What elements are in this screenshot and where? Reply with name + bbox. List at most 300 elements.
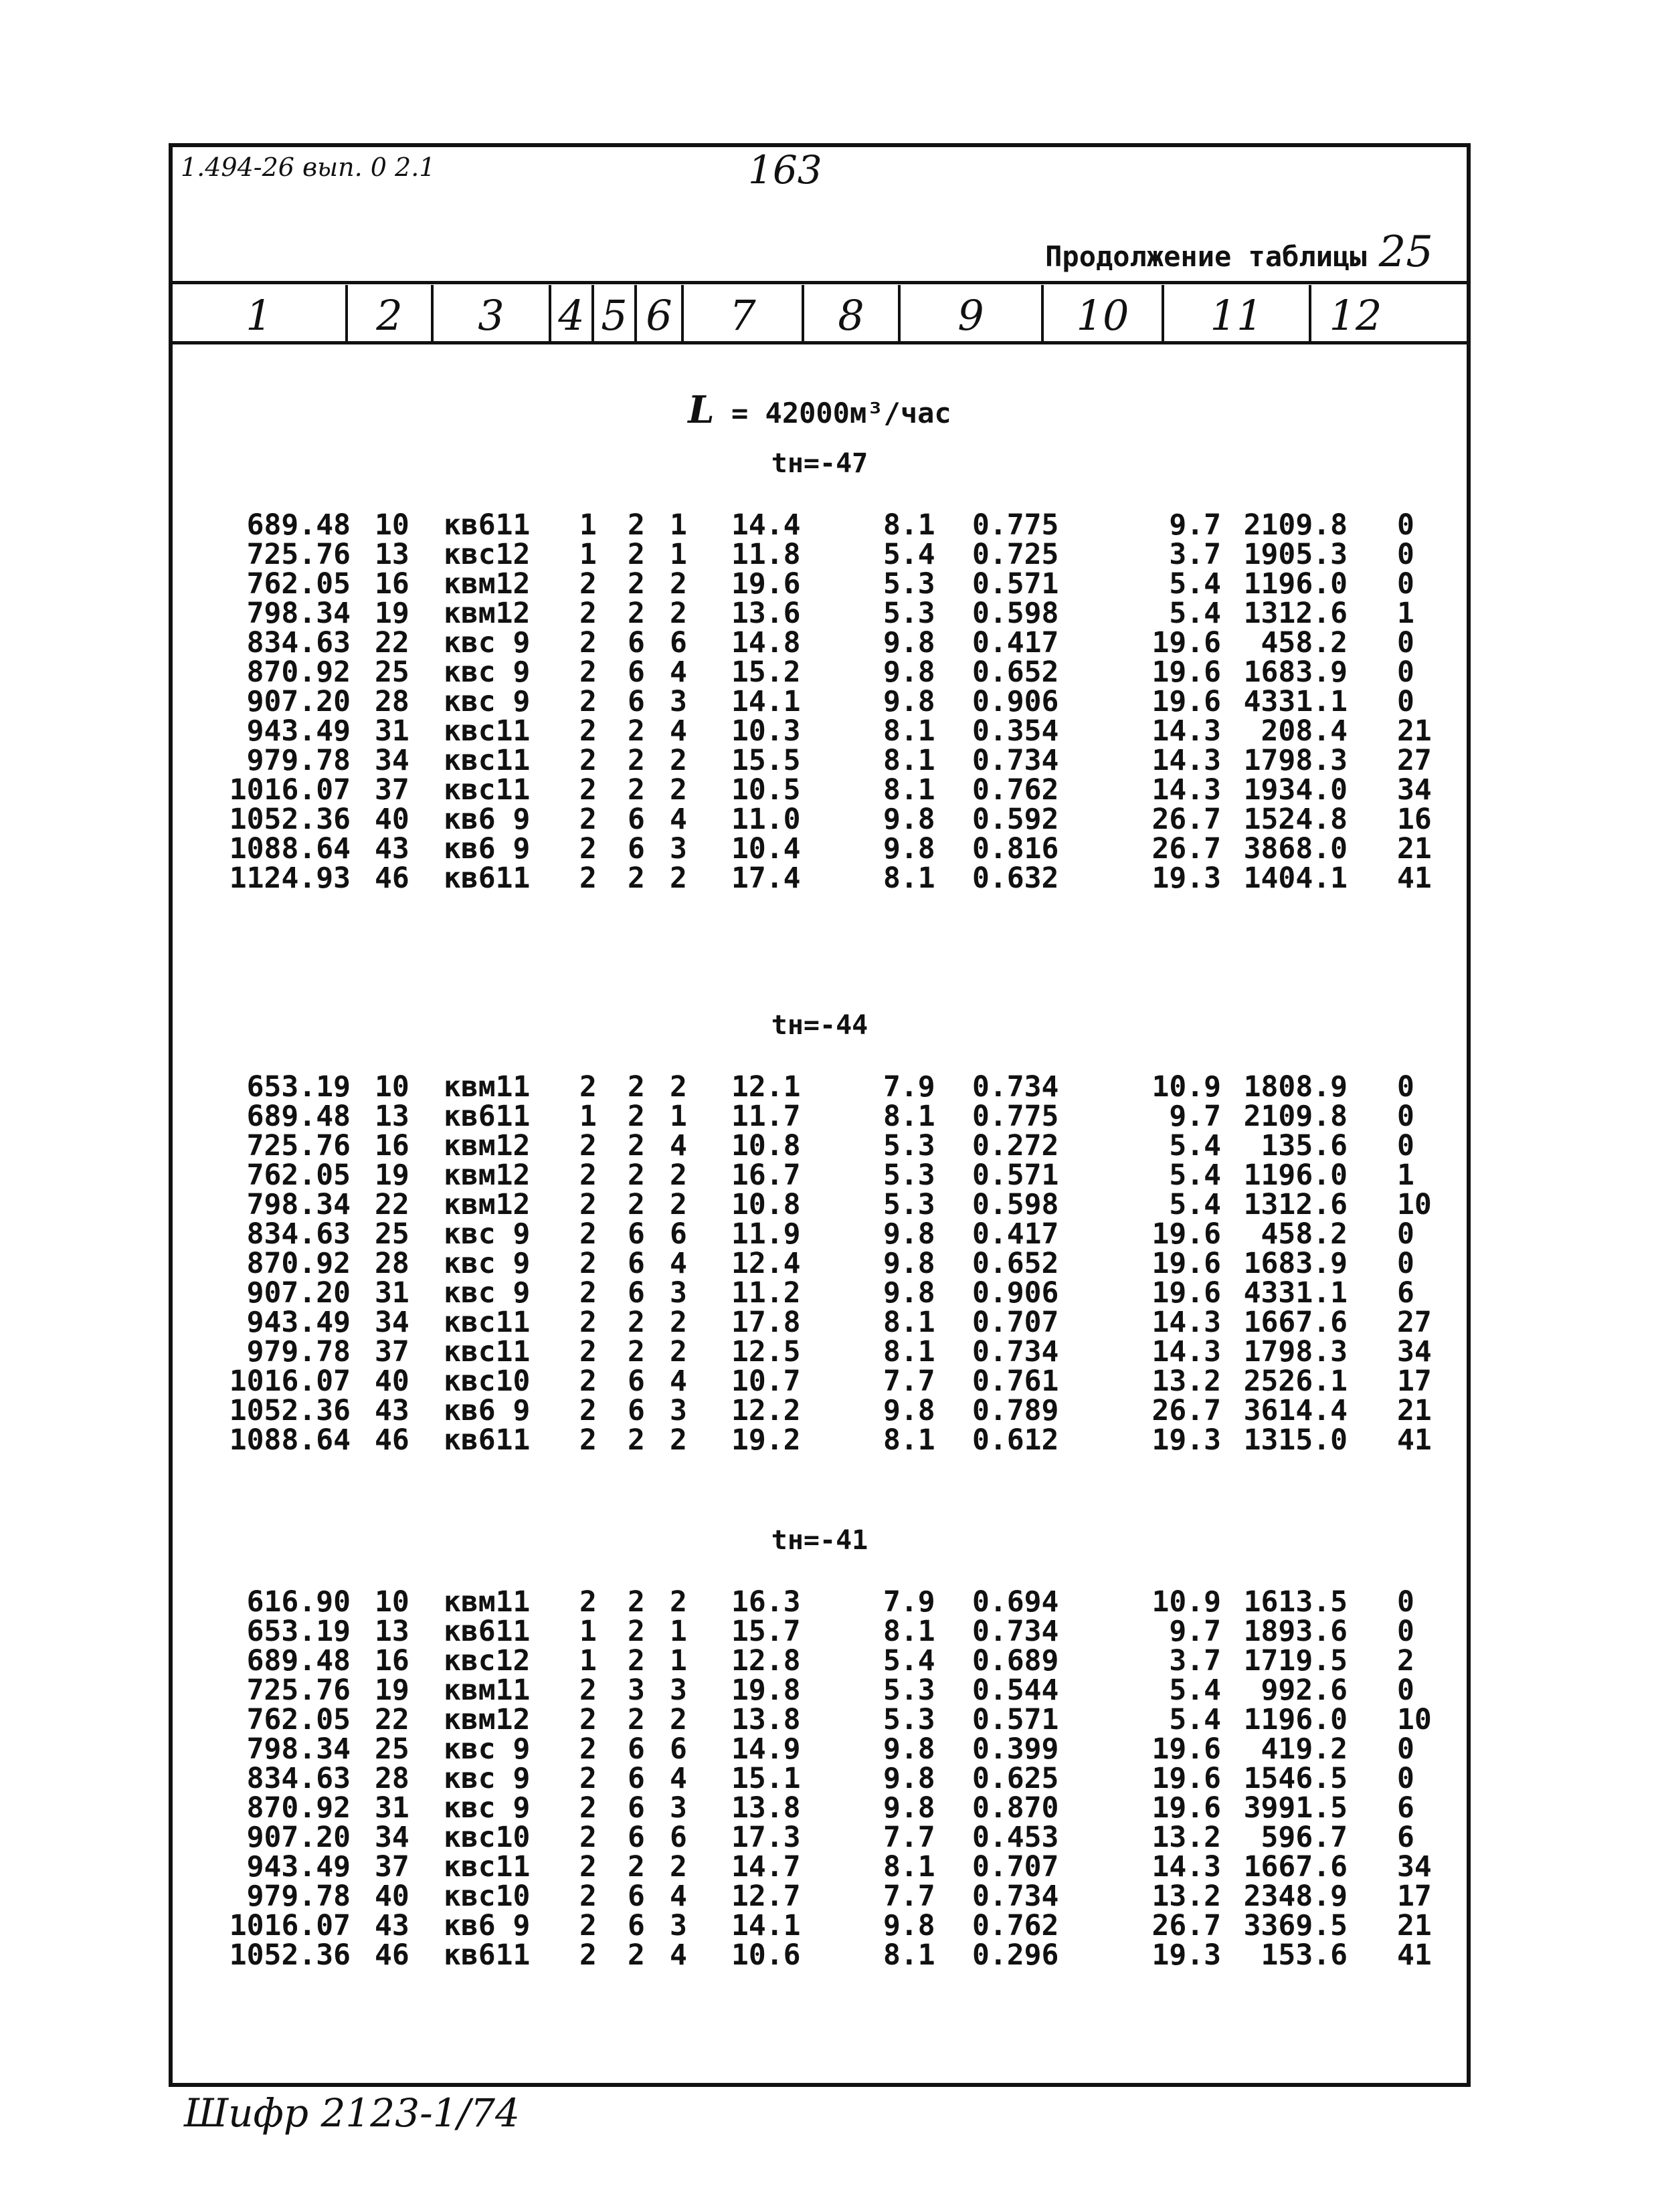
table-cell: 0 [1397,656,1414,689]
table-cell: 14.3 [1151,1335,1221,1369]
table-cell: 419.2 [1261,1732,1348,1766]
table-cell: 8.1 [883,862,935,895]
table-cell: 8.1 [883,773,935,807]
table-cell: 2 [670,1159,687,1192]
table-cell: 14.3 [1151,1306,1221,1339]
table-cell: 26.7 [1151,1394,1221,1427]
table-cell: 34 [1397,1850,1432,1884]
table-cell: 1808.9 [1243,1070,1348,1104]
table-cell: 725.76 [246,1129,351,1163]
table-cell: 907.20 [246,685,351,718]
table-cell: 725.76 [246,538,351,571]
table-cell: 46 [375,862,409,895]
table-cell: 0.789 [972,1394,1059,1427]
continuation-header [1045,227,1433,277]
table-row [173,803,1467,836]
table-cell: 2 [628,1100,645,1133]
table-cell: 870.92 [246,656,351,689]
table-cell: 6 [628,1365,645,1398]
header-rule-top [173,281,1467,284]
table-cell: 2 [579,1129,597,1163]
table-cell: 11.8 [731,538,801,571]
table-cell: 0.625 [972,1762,1059,1795]
table-cell: 19 [375,1159,409,1192]
table-cell: 0 [1397,1070,1414,1104]
table-cell: 5.4 [1169,1703,1221,1736]
table-cell: квм12 [444,1129,531,1163]
table-cell: 992.6 [1261,1674,1348,1707]
table-cell: 2 [579,1306,597,1339]
table-cell: 2 [670,1306,687,1339]
table-cell: 21 [1397,714,1432,748]
table-cell: 4 [670,1762,687,1795]
table-cell: 37 [375,1335,409,1369]
table-cell: 10.6 [731,1938,801,1972]
table-cell: 3 [670,1791,687,1825]
table-cell: 2 [670,1703,687,1736]
table-cell: 2 [670,1188,687,1221]
table-cell: 1798.3 [1243,744,1348,777]
table-cell: 19.6 [731,567,801,601]
table-cell: квм11 [444,1070,531,1104]
table-cell: 1312.6 [1243,1188,1348,1221]
table-cell: 0.775 [972,508,1059,542]
table-cell: квм12 [444,1188,531,1221]
table-cell: 6 [670,1732,687,1766]
table-row [173,1762,1467,1795]
table-cell: 41 [1397,1938,1432,1972]
table-cell: 979.78 [246,1880,351,1913]
table-cell: 11.7 [731,1100,801,1133]
table-cell: 2 [579,1423,597,1457]
table-cell: 12.4 [731,1247,801,1280]
table-cell: 22 [375,626,409,660]
table-cell: 1719.5 [1243,1644,1348,1678]
table-cell: 2 [579,1850,597,1884]
table-cell: 46 [375,1938,409,1972]
table-cell: 834.63 [246,1217,351,1251]
table-cell: 14.4 [731,508,801,542]
table-cell: 6 [628,626,645,660]
table-cell: 0.906 [972,685,1059,718]
table-cell: 0 [1397,1615,1414,1648]
table-cell: 0.775 [972,1100,1059,1133]
table-cell: квс12 [444,538,531,571]
table-cell: квс 9 [444,685,531,718]
table-cell: 8.1 [883,508,935,542]
table-cell: 10.5 [731,773,801,807]
table-cell: 0 [1397,685,1414,718]
table-cell: 5.4 [883,1644,935,1678]
table-cell: 2 [579,1247,597,1280]
table-cell: 28 [375,685,409,718]
table-cell: 870.92 [246,1247,351,1280]
section-title: tн=-44 [771,1010,868,1041]
table-cell: квс11 [444,714,531,748]
table-cell: 10.4 [731,832,801,866]
table-row [173,1703,1467,1736]
table-cell: квс 9 [444,626,531,660]
table-cell: 4 [670,1938,687,1972]
table-cell: 9.8 [883,1762,935,1795]
table-cell: 6 [628,656,645,689]
table-cell: 9.8 [883,832,935,866]
table-cell: кв611 [444,1938,531,1972]
table-cell: 0.707 [972,1850,1059,1884]
table-cell: 11.9 [731,1217,801,1251]
table-cell: 6 [628,1791,645,1825]
table-cell: 2 [579,1217,597,1251]
table-cell: 8.1 [883,1615,935,1648]
table-cell: 2 [628,1615,645,1648]
table-cell: 1 [1397,597,1414,630]
table-cell: 16.7 [731,1159,801,1192]
table-row [173,1100,1467,1133]
table-cell: кв611 [444,508,531,542]
table-cell: 7.9 [883,1070,935,1104]
table-cell: 14.7 [731,1850,801,1884]
table-row [173,1335,1467,1369]
table-cell: 13 [375,1615,409,1648]
table-cell: 3 [670,832,687,866]
table-cell: 3614.4 [1243,1394,1348,1427]
table-cell: 2 [579,773,597,807]
column-header: 12 [1329,291,1382,340]
table-cell: 0.734 [972,1070,1059,1104]
table-cell: 5.4 [883,538,935,571]
table-cell: 1016.07 [229,773,351,807]
table-cell: 6 [628,1909,645,1942]
table-cell: 2 [579,1880,597,1913]
table-cell: 1683.9 [1243,656,1348,689]
table-cell: 2 [628,1850,645,1884]
table-cell: 8.1 [883,1306,935,1339]
table-row [173,1674,1467,1707]
table-cell: 8.1 [883,1938,935,1972]
table-cell: 0.544 [972,1674,1059,1707]
table-row [173,626,1467,660]
table-cell: 2 [628,773,645,807]
table-cell: 10.3 [731,714,801,748]
table-cell: 5.4 [1169,597,1221,630]
table-cell: 834.63 [246,626,351,660]
table-cell: 1 [670,1100,687,1133]
table-cell: квс11 [444,773,531,807]
table-cell: 2 [628,1644,645,1678]
table-cell: 3.7 [1169,1644,1221,1678]
table-cell: 12.1 [731,1070,801,1104]
table-cell: 9.8 [883,656,935,689]
table-cell: 6 [670,626,687,660]
table-cell: 0.296 [972,1938,1059,1972]
table-cell: 2 [628,1306,645,1339]
table-cell: 689.48 [246,508,351,542]
table-cell: 1196.0 [1243,1703,1348,1736]
table-cell: 653.19 [246,1615,351,1648]
table-cell: 135.6 [1261,1129,1348,1163]
table-cell: 2 [579,1821,597,1854]
column-header: 10 [1044,285,1164,341]
table-cell: 0.592 [972,803,1059,836]
table-cell: 0.734 [972,1615,1059,1648]
table-cell: 2 [628,744,645,777]
table-cell: 28 [375,1247,409,1280]
table-cell: 13.6 [731,597,801,630]
table-cell: 2 [670,773,687,807]
table-cell: 3369.5 [1243,1909,1348,1942]
table-cell: 2 [670,744,687,777]
table-cell: 0.694 [972,1585,1059,1619]
table-cell: 2 [579,1674,597,1707]
table-cell: 2 [579,656,597,689]
table-cell: 8.1 [883,1850,935,1884]
table-cell: 8.1 [883,1335,935,1369]
table-row [173,1791,1467,1825]
table-cell: 5.4 [1169,1188,1221,1221]
table-cell: 1667.6 [1243,1850,1348,1884]
table-cell: квс 9 [444,1276,531,1310]
table-cell: 4331.1 [1243,685,1348,718]
table-row [173,1423,1467,1457]
table-cell: 596.7 [1261,1821,1348,1854]
table-cell: квс 9 [444,1732,531,1766]
table-cell: 2 [579,1335,597,1369]
table-cell: 3 [628,1674,645,1707]
table-cell: кв611 [444,1100,531,1133]
table-cell: 12.2 [731,1394,801,1427]
table-cell: 943.49 [246,714,351,748]
table-cell: 0 [1397,1674,1414,1707]
column-header: 6 [637,285,684,341]
table-cell: 10.9 [1151,1585,1221,1619]
table-cell: 1 [670,1644,687,1678]
column-header: 4 [551,285,594,341]
table-cell: 2 [670,862,687,895]
table-cell: 0.652 [972,1247,1059,1280]
table-cell: 13 [375,538,409,571]
table-cell: 12.8 [731,1644,801,1678]
table-cell: 907.20 [246,1821,351,1854]
table-cell: 19.6 [1151,626,1221,660]
table-cell: 15.5 [731,744,801,777]
table-cell: 2 [1397,1644,1414,1678]
table-cell: 3 [670,1394,687,1427]
table-row [173,1129,1467,1163]
table-cell: 458.2 [1261,1217,1348,1251]
table-cell: 2 [670,1335,687,1369]
table-cell: 5.3 [883,1188,935,1221]
table-cell: 4 [670,1247,687,1280]
table-row [173,1615,1467,1648]
table-cell: 5.4 [1169,1674,1221,1707]
table-cell: 6 [628,832,645,866]
table-cell: 11.0 [731,803,801,836]
table-cell: квс10 [444,1821,531,1854]
table-cell: 5.3 [883,1674,935,1707]
table-cell: 3 [670,1674,687,1707]
table-row [173,773,1467,807]
table-cell: 12.5 [731,1335,801,1369]
table-cell: 2 [628,1129,645,1163]
table-cell: квс 9 [444,1762,531,1795]
table-cell: 3 [670,685,687,718]
table-cell: 27 [1397,744,1432,777]
table-cell: 0.272 [972,1129,1059,1163]
table-row [173,1732,1467,1766]
table-cell: 6 [1397,1276,1414,1310]
table-cell: 2 [579,597,597,630]
table-cell: 0.354 [972,714,1059,748]
table-cell: 2 [579,1276,597,1310]
table-cell: 0 [1397,1732,1414,1766]
table-cell: 34 [1397,1335,1432,1369]
table-cell: 2 [628,1335,645,1369]
column-header: 3 [434,285,551,341]
table-cell: квс 9 [444,1791,531,1825]
table-cell: 14.1 [731,1909,801,1942]
table-cell: 8.1 [883,714,935,748]
table-cell: 15.2 [731,656,801,689]
table-cell: 3.7 [1169,538,1221,571]
table-row [173,744,1467,777]
table-cell: 2 [670,1423,687,1457]
table-cell: 943.49 [246,1306,351,1339]
table-cell: 9.8 [883,1276,935,1310]
table-cell: 5.4 [1169,1129,1221,1163]
table-cell: 653.19 [246,1070,351,1104]
section-title: tн=-47 [771,448,868,479]
table-cell: 0.598 [972,597,1059,630]
table-cell: 21 [1397,1909,1432,1942]
table-cell: 2 [670,1585,687,1619]
flow-rate-symbol: L [688,388,715,432]
table-cell: квс11 [444,744,531,777]
table-cell: 34 [375,1306,409,1339]
table-cell: кв611 [444,1423,531,1457]
table-cell: 458.2 [1261,626,1348,660]
table-cell: 7.7 [883,1880,935,1913]
table-cell: 16.3 [731,1585,801,1619]
table-cell: 1016.07 [229,1365,351,1398]
table-cell: 1524.8 [1243,803,1348,836]
table-cell: 16 [1397,803,1432,836]
table-cell: 0.725 [972,538,1059,571]
table-cell: 25 [375,1732,409,1766]
table-cell: 2 [628,597,645,630]
table-cell: 5.4 [1169,567,1221,601]
table-cell: 689.48 [246,1100,351,1133]
table-cell: 16 [375,567,409,601]
table-row [173,832,1467,866]
table-cell: 13.8 [731,1703,801,1736]
table-cell: 2348.9 [1243,1880,1348,1913]
table-cell: 14.3 [1151,773,1221,807]
table-cell: 8.1 [883,744,935,777]
table-row [173,1644,1467,1678]
table-cell: 0.652 [972,656,1059,689]
table-cell: 14.1 [731,685,801,718]
table-cell: 0.761 [972,1365,1059,1398]
table-cell: 21 [1397,832,1432,866]
table-row [173,1217,1467,1251]
table-cell: 1613.5 [1243,1585,1348,1619]
table-cell: 0 [1397,538,1414,571]
table-cell: 9.8 [883,803,935,836]
table-cell: 15.7 [731,1615,801,1648]
table-row [173,1247,1467,1280]
table-cell: 34 [375,1821,409,1854]
table-row [173,1188,1467,1221]
table-cell: 2109.8 [1243,508,1348,542]
table-cell: 5.3 [883,1159,935,1192]
table-cell: 1 [579,1644,597,1678]
table-cell: 19.6 [1151,1276,1221,1310]
table-cell: 2 [628,1188,645,1221]
table-cell: 26.7 [1151,1909,1221,1942]
table-cell: 16 [375,1129,409,1163]
table-row [173,597,1467,630]
table-cell: кв611 [444,1615,531,1648]
table-cell: 34 [1397,773,1432,807]
table-cell: 2 [628,714,645,748]
table-cell: 46 [375,1423,409,1457]
table-cell: 0.632 [972,862,1059,895]
table-row [173,1070,1467,1104]
table-cell: 1 [579,1615,597,1648]
table-cell: 19.3 [1151,1423,1221,1457]
table-cell: кв6 9 [444,832,531,866]
table-cell: 0 [1397,567,1414,601]
table-cell: 10 [1397,1188,1432,1221]
table-cell: 762.05 [246,1703,351,1736]
table-cell: 4 [670,1880,687,1913]
table-cell: 2 [579,1394,597,1427]
table-cell: 2 [579,714,597,748]
table-cell: 1052.36 [229,1394,351,1427]
table-cell: 0.734 [972,1880,1059,1913]
table-cell: 0.689 [972,1644,1059,1678]
table-cell: 40 [375,1880,409,1913]
table-cell: 7.9 [883,1585,935,1619]
column-header: 1 [173,285,348,341]
table-cell: 10.7 [731,1365,801,1398]
table-cell: 27 [1397,1306,1432,1339]
table-cell: 6 [670,1821,687,1854]
table-cell: 9.7 [1169,1615,1221,1648]
table-cell: 798.34 [246,1732,351,1766]
column-header: 2 [348,285,434,341]
table-cell: 0.571 [972,1703,1059,1736]
table-cell: 10.8 [731,1129,801,1163]
table-row [173,567,1467,601]
table-cell: 0.453 [972,1821,1059,1854]
table-cell: 0.816 [972,832,1059,866]
table-cell: 25 [375,656,409,689]
order-number: Шифр 2123-1/74 [184,2090,520,2136]
table-cell: 6 [670,1217,687,1251]
table-cell: 9.8 [883,626,935,660]
table-cell: 1 [579,538,597,571]
table-cell: 13.2 [1151,1365,1221,1398]
table-cell: 907.20 [246,1276,351,1310]
table-cell: 19.6 [1151,1247,1221,1280]
table-cell: 19.3 [1151,862,1221,895]
table-cell: 1196.0 [1243,567,1348,601]
table-cell: 8.1 [883,1100,935,1133]
continuation-label: Продолжение таблицы [1045,240,1367,273]
column-header: 8 [804,285,901,341]
table-cell: 2 [579,1938,597,1972]
